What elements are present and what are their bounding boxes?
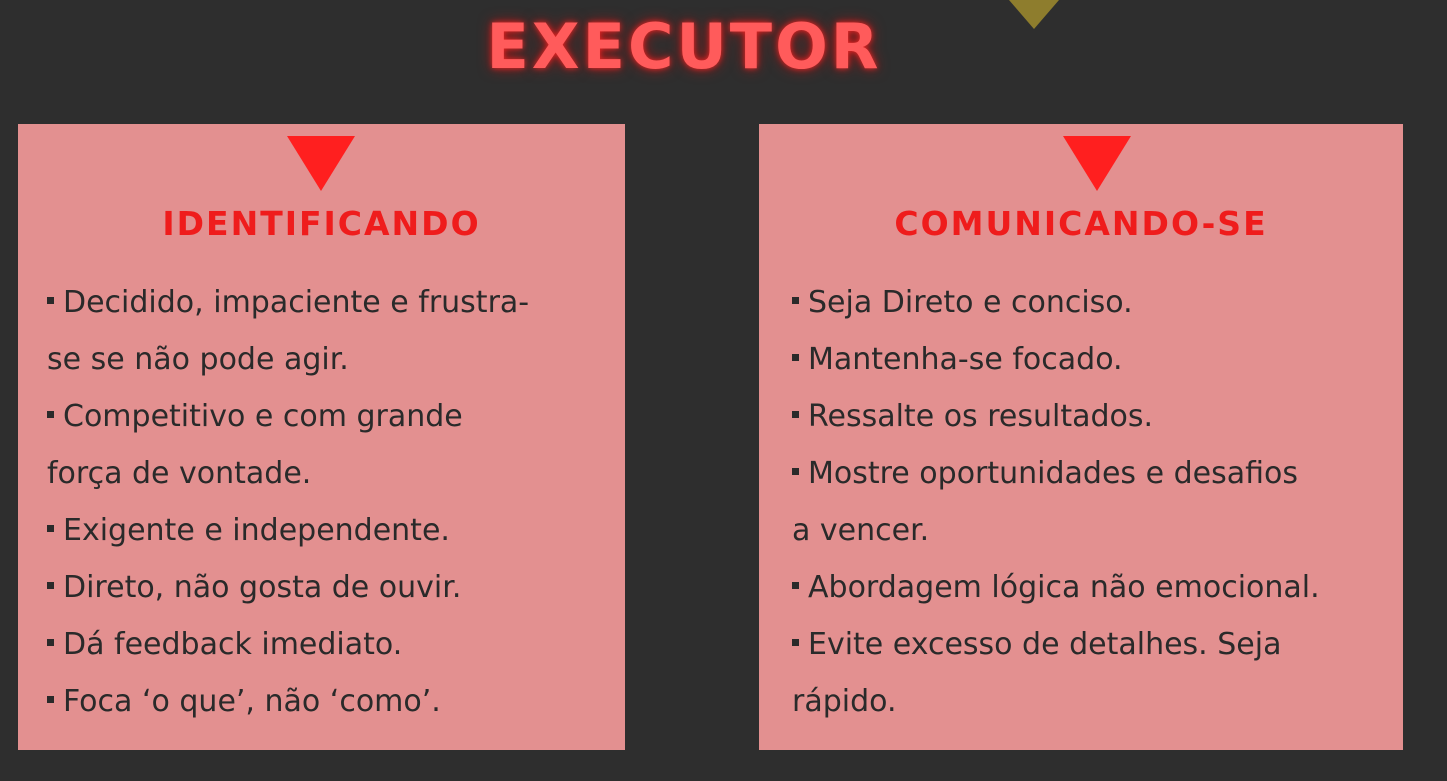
identificando-heading: IDENTIFICANDO [162,204,481,243]
list-item-text: a vencer. [792,513,930,548]
list-item [792,616,1320,673]
list-item [47,388,529,445]
list-item-text: Foca ‘o que’, não ‘como’. [63,684,441,719]
list-item-text: rápido. [792,684,897,719]
list-item-text: Mostre oportunidades e desafios [808,456,1298,491]
list-item-text: Direto, não gosta de ouvir. [63,570,462,605]
bullet-icon [47,582,54,589]
list-item [47,502,529,559]
bullet-icon [792,582,799,589]
list-item-text: Competitivo e com grande [63,399,463,434]
list-item [792,445,1320,502]
list-item [792,388,1320,445]
bullet-icon [792,411,799,418]
list-item [792,274,1320,331]
list-item [792,559,1320,616]
bullet-icon [47,696,54,703]
comunicando-list [792,274,1320,730]
list-item-text: Exigente e independente. [63,513,450,548]
comunicando-heading: COMUNICANDO-SE [894,204,1268,243]
down-arrow-icon [1063,136,1131,191]
list-item [792,502,1320,559]
list-item [47,673,529,730]
page-title: EXECUTOR [486,10,882,83]
list-item [47,274,529,331]
list-item-text: Mantenha-se focado. [808,342,1123,377]
bullet-icon [47,411,54,418]
list-item [47,331,529,388]
bullet-icon [47,297,54,304]
list-item-text: força de vontade. [47,456,312,491]
list-item-text: Seja Direto e conciso. [808,285,1133,320]
identificando-list [47,274,529,730]
list-item-text: Evite excesso de detalhes. Seja [808,627,1282,662]
bullet-icon [792,297,799,304]
list-item-text: Ressalte os resultados. [808,399,1154,434]
identificando-card [18,124,625,750]
list-item [47,445,529,502]
list-item-text: se se não pode agir. [47,342,349,377]
bullet-icon [792,468,799,475]
comunicando-card [759,124,1403,750]
bullet-icon [47,525,54,532]
bullet-icon [792,354,799,361]
bullet-icon [47,639,54,646]
list-item-text: Abordagem lógica não emocional. [808,570,1320,605]
list-item [792,673,1320,730]
bullet-icon [792,639,799,646]
down-arrow-icon [287,136,355,191]
list-item-text: Decidido, impaciente e frustra- [63,285,530,320]
list-item [792,331,1320,388]
list-item-text: Dá feedback imediato. [63,627,403,662]
list-item [47,616,529,673]
list-item [47,559,529,616]
